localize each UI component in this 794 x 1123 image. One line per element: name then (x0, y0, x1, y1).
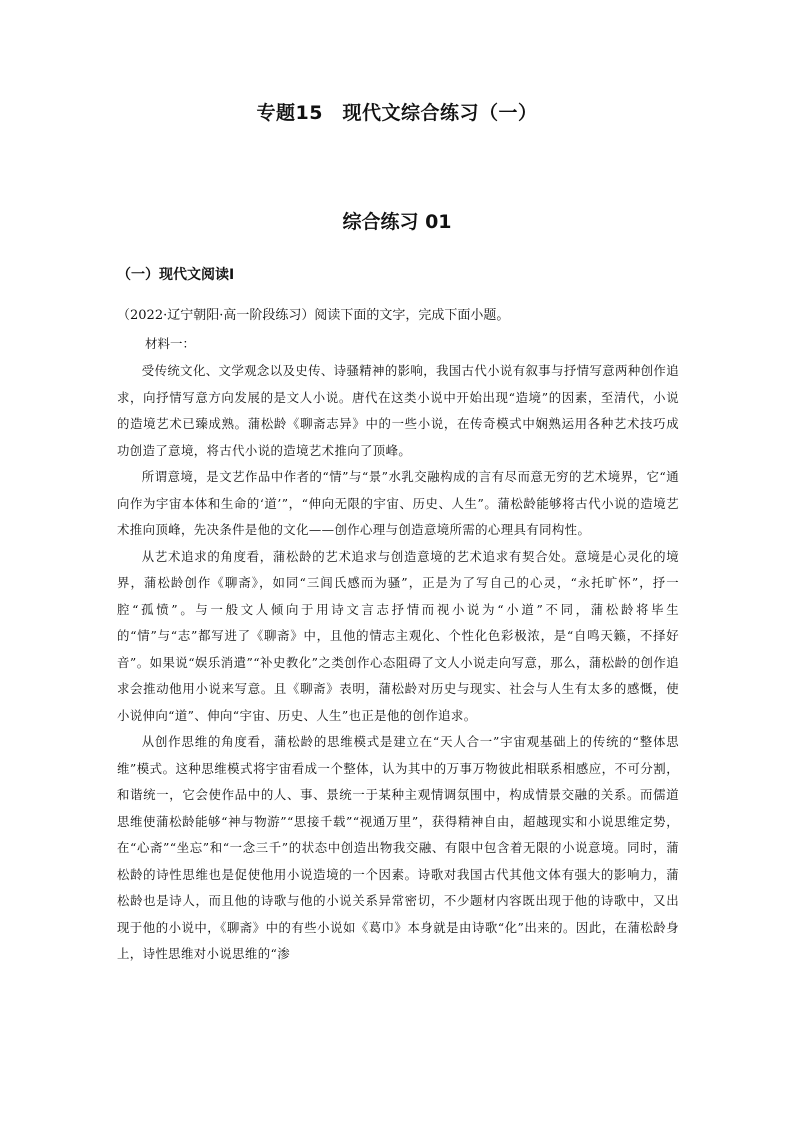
paragraph-4: 从创作思维的角度看，蒲松龄的思维模式是建立在“天人合一”宇宙观基础上的传统的“整体思维”模式。这种思维模式将宇宙看成一个整体，认为其中的万事万物彼此相联系相感应，不可分割，和谐统一，它会使作品中的人、事、景统一于某种主观情调氛围中，构成情景交融的关系。而儒道思维使蒲松龄能够“神与物游”“思接千载”“视通万里”，获得精神自由，超越现实和小说思维定势，在“心斋”“坐忘”和“一念三千”的状态中创造出物我交融、有限中包含着无限的小说意境。同时，蒲松龄的诗性思维也是促使他用小说造境的一个因素。诗歌对我国古代其他文体有强大的影响力，蒲松龄也是诗人，而且他的诗歌与他的小说关系异常密切，不少题材内容既出现于他的诗歌中，又出现于他的小说中，《聊斋》中的有些小说如《葛巾》本身就是由诗歌“化”出来的。因此，在蒲松龄身上，诗性思维对小说思维的“渗 (117, 734, 679, 961)
paragraph-2: 所谓意境，是文艺作品中作者的“情”与“景”水乳交融构成的言有尽而意无穷的艺术境界，它“通向作为宇宙本体和生命的‘道’”，“伸向无限的宇宙、历史、人生”。蒲松龄能够将古代小说的造境艺术推向顶峰，先决条件是他的文化——创作心理与创造意境所需的心理具有同构性。 (117, 469, 679, 537)
paragraph-1: 受传统文化、文学观念以及史传、诗骚精神的影响，我国古代小说有叙事与抒情写意两种创作追求，向抒情写意方向发展的是文人小说。唐代在这类小说中开始出现“造境”的因素，至清代，小说的造境艺术已臻成熟。蒲松龄《聊斋志异》中的一些小说，在传奇模式中娴熟运用各种艺术技巧成功创造了意境，将古代小说的造境艺术推向了顶峰。 (117, 363, 680, 458)
exercise-title: 综合练习 01 (342, 211, 452, 233)
question-source-line: （2022·辽宁朝阳·高一阶段练习）阅读下面的文字，完成下面小题。 (117, 308, 510, 323)
material-label: 材料一： (145, 336, 196, 351)
paragraph-3: 从艺术追求的角度看，蒲松龄的艺术追求与创造意境的艺术追求有契合处。意境是心灵化的境界，蒲松龄创作《聊斋》，如同“三闾氏感而为骚”，正是为了写自己的心灵，“永托旷怀”，抒一腔“孤愤”。与一般文人倾向于用诗文言志抒情而视小说为“小道”不同，蒲松龄将毕生的“情”与“志”都写进了《聊斋》中，且他的情志主观化、个性化色彩极浓，是“自鸣天籁，不择好音”。如果说“娱乐消遣”“补史教化”之类创作心态阻碍了文人小说走向写意，那么，蒲松龄的创作追求会推动他用小说来写意。且《聊斋》表明，蒲松龄对历史与现实、社会与人生有太多的感慨，使小说伸向“道”、伸向“宇宙、历史、人生”也正是他的创作追求。 (117, 548, 679, 723)
section-heading: （一）现代文阅读Ⅰ (117, 267, 235, 283)
page-title: 专题15 现代文综合练习（一） (256, 102, 538, 124)
article-body (117, 358, 679, 968)
